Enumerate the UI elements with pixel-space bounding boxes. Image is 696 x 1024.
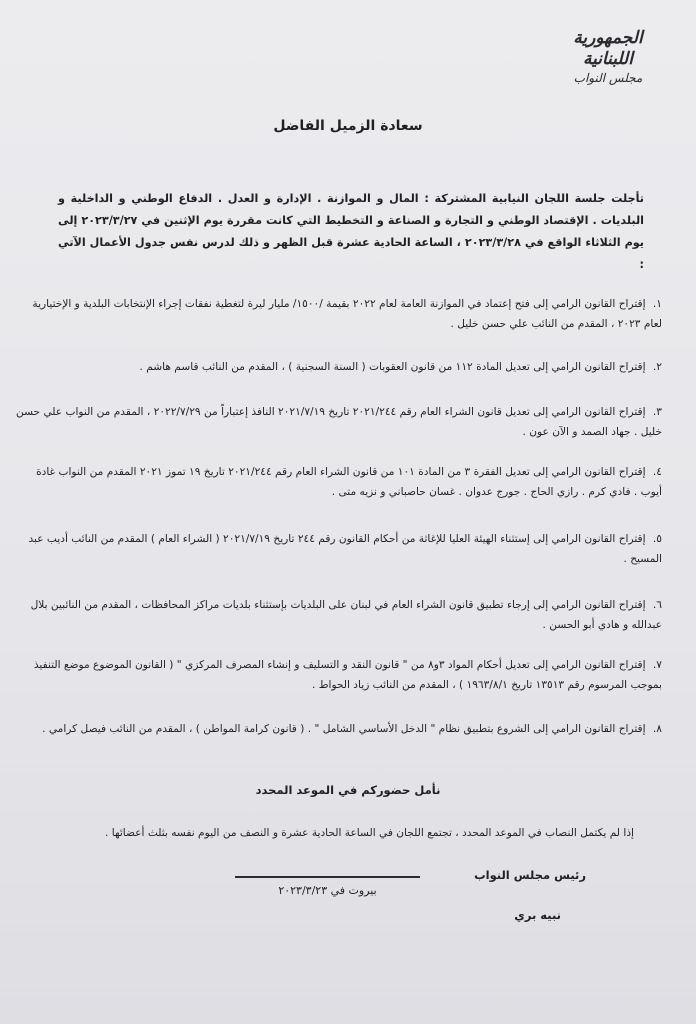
agenda-item-number: ١. — [652, 298, 662, 310]
agenda-item-number: ٨. — [652, 723, 662, 735]
signature-name: نبيه بري — [514, 908, 561, 922]
agenda-item-number: ٣. — [652, 406, 662, 418]
agenda-item-text: إقتراح القانون الرامي إلى تعديل الفقرة ٣ من المادة ١٠١ من قانون الشراء العام رقم ٢٠٢١/٢٤٤ تاريخ ١٩ تموز ٢٠٢١ المقدم من النواب غادة أيوب . فادي كرم . رازي الحاج . جورج عدوان . غسان حاصباني و نزيه متى . — [36, 466, 662, 498]
date-place: بيروت في ٢٠٢٣/٣/٢٣ — [278, 884, 377, 897]
letterhead-republic: الجمهورية اللبنانية — [573, 28, 643, 70]
agenda-item-number: ٥. — [652, 533, 662, 545]
agenda-item-6 — [14, 595, 662, 635]
agenda-item-number: ٦. — [652, 599, 662, 611]
agenda-item-2 — [14, 357, 662, 377]
salutation: سعادة الزميل الفاضل — [273, 118, 423, 134]
date-rule — [235, 876, 420, 878]
agenda-item-7 — [14, 655, 662, 695]
agenda-item-text: إقتراح القانون الرامي إلى إرجاء تطبيق قانون الشراء العام في لبنان على البلديات بإستثناء بلديات مراكز المحافظات ، المقدم من النائبين بلال عبدالله و هادي أبو الحسن . — [30, 599, 662, 631]
agenda-item-3 — [14, 402, 662, 442]
signature-title: رئيس مجلس النواب — [474, 868, 586, 882]
agenda-item-text: إقتراح القانون الرامي إلى فتح إعتماد في الموازنة العامة لعام ٢٠٢٢ بقيمة /١٥٠٠/ مليار ليرة لتغطية نفقات إجراء الإنتخابات البلدية و الإختيارية لعام ٢٠٢٣ ، المقدم من النائب علي حسن خليل . — [32, 298, 662, 330]
agenda-item-1 — [14, 294, 662, 334]
agenda-item-5 — [14, 529, 662, 569]
quorum-note: إذا لم يكتمل النصاب في الموعد المحدد ، تجتمع اللجان في الساعة الحادية عشرة و النصف من اليوم نفسه بثلث أعضائها . — [104, 827, 634, 839]
closing-line: نأمل حضوركم في الموعد المحدد — [255, 783, 441, 797]
agenda-item-number: ٢. — [652, 361, 662, 373]
agenda-item-4 — [14, 462, 662, 502]
agenda-item-text: إقتراح القانون الرامي إلى إستثناء الهيئة العليا للإغاثة من أحكام القانون رقم ٢٤٤ تاريخ ٢٠٢١/٧/١٩ ( الشراء العام ) المقدم من النائب أديب عبد المسيح . — [28, 533, 662, 565]
agenda-item-8 — [14, 719, 662, 739]
letterhead — [548, 28, 668, 86]
agenda-item-text: إقتراح القانون الرامي إلى الشروع بتطبيق نظام " الدخل الأساسي الشامل " . ( قانون كرامة المواطن ) ، المقدم من النائب فيصل كرامي . — [42, 723, 646, 735]
agenda-item-text: إقتراح القانون الرامي إلى تعديل أحكام المواد ٣و٨ من " قانون النقد و التسليف و إنشاء المصرف المركزي " ( القانون الموضوع موضع التنفيذ بموجب المرسوم رقم ١٣٥١٣ تاريخ ١٩٦٣/٨/١ ) ، المقدم من النائب زياد الحواط . — [33, 659, 662, 691]
agenda-item-number: ٤. — [652, 466, 662, 478]
letterhead-parliament: مجلس النواب — [573, 70, 643, 85]
agenda-item-text: إقتراح القانون الرامي إلى تعديل قانون الشراء العام رقم ٢٠٢١/٢٤٤ تاريخ ٢٠٢١/٧/١٩ النافذ إعتباراً من ٢٠٢٢/٧/٢٩ ، المقدم من النواب علي حسن خليل . جهاد الصمد و الآن عون . — [16, 406, 662, 438]
intro-paragraph: تأجلت جلسة اللجان النيابية المشتركة : المال و الموازنة . الإدارة و العدل . الدفاع الوطني و الداخلية و البلديات . الإقتصاد الوطني و التجارة و الصناعة و التخطيط التي كانت مقررة يوم الإثنين في ٢٠٢٣/٣/٢٧ إلى يوم الثلاثاء الواقع في ٢٠٢٣/٣/٢٨ ، الساعة الحادية عشرة قبل الظهر و ذلك لدرس نفس جدول الأعمال الآتي : — [58, 192, 644, 271]
agenda-item-number: ٧. — [652, 659, 662, 671]
agenda-item-text: إقتراح القانون الرامي إلى تعديل المادة ١١٢ من قانون العقوبات ( السنة السجنية ) ، المقدم من النائب قاسم هاشم . — [139, 361, 646, 373]
